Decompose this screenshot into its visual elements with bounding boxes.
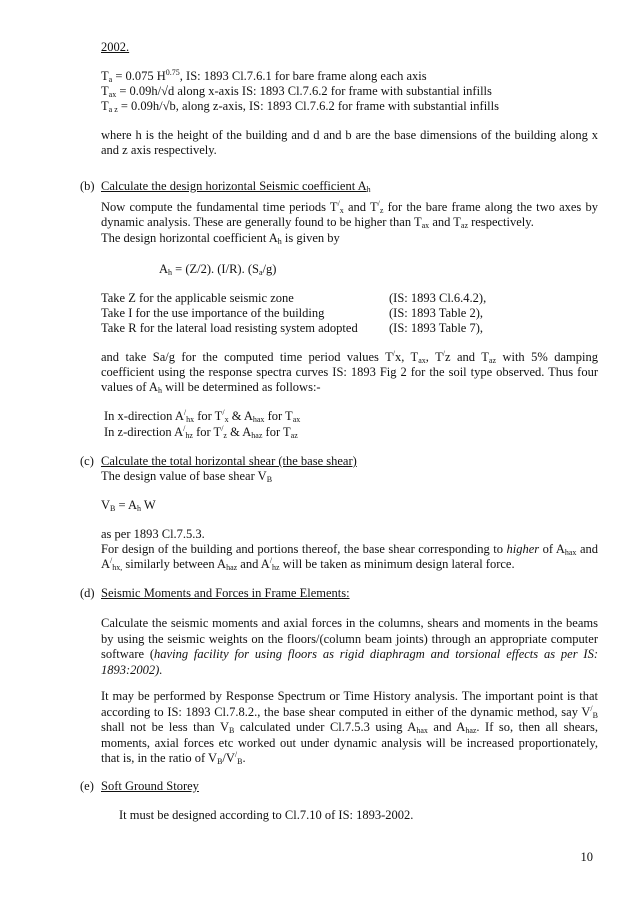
section-e-text: It must be designed according to Cl.7.10 of IS: 1893-2002. — [119, 808, 414, 822]
section-b-paragraph-1: Now compute the fundamental time periods $T^/_x$ and $T^/_z$ for the bare frame along the two axes by dynamic analysis. These are generally found to be higher than $T_{ax}$ and $T_{az}$ respectively. — [101, 199, 598, 230]
z-direction-line: In z-direction $A^/_{hz}$ for $T^/_z$ & $A_{haz}$ for $T_{az}$ — [104, 424, 298, 440]
as-per-line: as per 1893 Cl.7.5.3. — [101, 527, 205, 541]
ah-formula: $A_h = (Z/2)$. (I/R). $(S_a/g)$ — [159, 262, 277, 277]
section-b-heading: Calculate the design horizontal Seismic coefficient $A_h$ — [101, 179, 371, 194]
take-r-ref: (IS: 1893 Table 7), — [389, 321, 484, 335]
section-e-heading: Soft Ground Storey — [101, 779, 199, 793]
ta-formula-1: $T_a = 0.075$ $H^{0.75}$, IS: 1893 Cl.7.6.1 for bare frame along each axis — [101, 68, 427, 84]
section-d-label: (d) — [80, 586, 95, 600]
section-c-label: (c) — [80, 454, 94, 468]
vb-formula: $V_B = A_h$ W — [101, 498, 156, 513]
section-b-paragraph-2: The design horizontal coefficient $A_h$ is given by — [101, 231, 340, 246]
section-c-heading: Calculate the total horizontal shear (the base shear) — [101, 454, 357, 468]
ta-formula-2: $T_{ax} = 0.09h/√d$ along x-axis IS: 1893 Cl.7.6.2 for frame with substantial infills — [101, 84, 492, 99]
take-r-line: Take R for the lateral load resisting system adopted — [101, 321, 358, 335]
section-b-label: (b) — [80, 179, 95, 193]
take-z-ref: (IS: 1893 Cl.6.4.2), — [389, 291, 487, 305]
section-c-paragraph: For design of the building and portions thereof, the base shear corresponding to higher of $A_{hax}$ and $A^/_{hx,}$ similarly between $A_{haz}$ and $A^/_{hz}$ will be taken as minimum design lateral force. — [101, 542, 598, 572]
section-d-paragraph-1: Calculate the seismic moments and axial forces in the columns, shears and moments in the beams by using the seismic weights on the floors/(column beam joints) through an appropriate computer software (having facility for using floors as rigid diaphragm and torsional effects as per IS: 1893:2002). — [101, 616, 598, 677]
section-d-paragraph-2: It may be performed by Response Spectrum or Time History analysis. The important point is that according to IS: 1893 Cl.7.8.2., the base shear computed in either of the dynamic method, say $V^/_B$ shall not be less than $V_B$ calculated under Cl.7.5.3 using $A_{hax}$ and $A_{haz}$. If so, then all shears, moments, axial forces etc worked out under dynamic analysis will be increased proportionately, that is, in the ratio of $V_B/V^/_B$. — [101, 689, 599, 766]
x-direction-line: In x-direction $A^/_{hx}$ for $T^/_x$ & $A_{hax}$ for $T_{ax}$ — [104, 408, 301, 424]
where-paragraph: where h is the height of the building and d and b are the base dimensions of the building along x and z axis respectively. — [101, 128, 598, 157]
section-d-heading: Seismic Moments and Forces in Frame Elements: — [101, 586, 350, 600]
year-line: 2002. — [101, 40, 130, 54]
section-c-line-1: The design value of base shear $V_B$ — [101, 469, 273, 484]
section-e-label: (e) — [80, 779, 94, 793]
take-i-ref: (IS: 1893 Table 2), — [389, 306, 484, 320]
ta-formula-3: $T_{a z} = 0.09h/√b$, along z-axis, IS: 1893 Cl.7.6.2 for frame with substantial infills — [101, 99, 499, 114]
section-b-paragraph-3: and take Sa/g for the computed time period values T/x, $T_{ax}$, T/z and $T_{az}$ with 5% damping coefficient using the response spectra curves IS: 1893 Fig 2 for the soil type observed. Thus four values of $A_h$ will be determined as follows:- — [101, 349, 598, 395]
take-z-line: Take Z for the applicable seismic zone — [101, 291, 294, 305]
page-number: 10 — [580, 850, 593, 864]
take-i-line: Take I for the use importance of the building — [101, 306, 325, 320]
